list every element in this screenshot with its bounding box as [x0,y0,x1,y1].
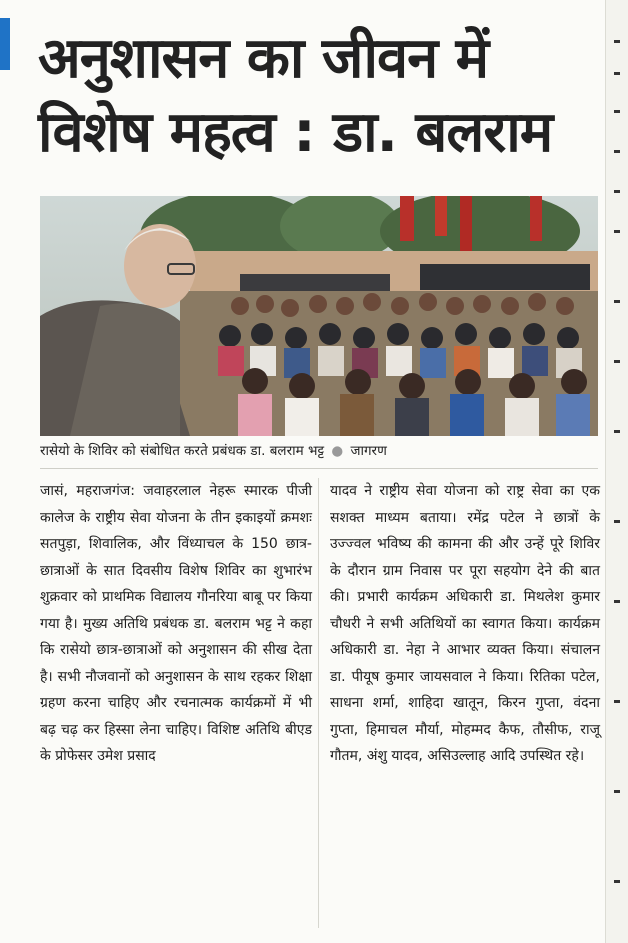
column-divider [318,478,319,928]
article-text-left: जासं, महराजगंज: जवाहरलाल नेहरू स्मारक पीजी कालेज के राष्ट्रीय सेवा योजना के तीन इकाइयों क्रमशः सतपुड़ा, शिवालिक, और विंध्याचल के 150 छात्र-छात्राओं के सात दिवसीय विशेष शिविर का शुभारंभ शुक्रवार को प्राथमिक विद्यालय गौनरिया बाबू पर किया गया है। मुख्य अतिथि प्रबंधक डा. बलराम भट्ट ने कहा कि रासेयो छात्र-छात्राओं को अनुशासन की सीख देता है। सभी नौजवानों को अनुशासन के साथ रहकर शिक्षा ग्रहण करना चाहिए और रचनात्मक कार्यक्रमों में भी बढ़ चढ़ कर हिस्सा लेना चाहिए। विशिष्ट अतिथि बीएड के प्रोफेसर उमेश प्रसाद [40,483,312,764]
photo-caption [40,441,598,461]
article-photo [40,196,598,436]
article-headline [38,22,598,170]
section-accent-bar [0,18,10,70]
article-column-left [40,478,312,770]
adjacent-column-edge [605,0,628,943]
headline-line-1: अनुशासन का जीवन में [38,26,489,91]
caption-source: जागरण [350,443,387,459]
bullet-icon: ● [331,443,344,459]
article-column-right [330,478,600,770]
caption-text: रासेयो के शिविर को संबोधित करते प्रबंधक डा. बलराम भट्ट [40,443,325,459]
headline-line-2: विशेष महत्व : डा. बलराम [38,100,553,165]
caption-divider [40,468,598,469]
classroom-photo-icon [40,196,598,436]
article-text-right: यादव ने राष्ट्रीय सेवा योजना को राष्ट्र सेवा का एक सशक्त माध्यम बताया। रमेंद्र पटेल ने छात्रों के उज्ज्वल भविष्य की कामना की और उन्हें पूरे शिविर के दौरान ग्राम निवास पर पूरा सहयोग देने की बात की। प्रभारी कार्यक्रम अधिकारी डा. मिथलेश कुमार चौधरी ने सभी अतिथियों का स्वागत किया। कार्यक्रम अधिकारी डा. नेहा ने आभार व्यक्त किया। संचालन डा. पीयूष कुमार जायसवाल ने किया। रितिका पटेल, साधना शर्मा, शाहिदा खातून, किरन गुप्ता, वंदना गुप्ता, हिमाचल मौर्या, मोहम्मद कैफ, तौसीफ, राजू गौतम, अंशु यादव, असिउल्लाह आदि उपस्थित रहे। [330,483,600,764]
